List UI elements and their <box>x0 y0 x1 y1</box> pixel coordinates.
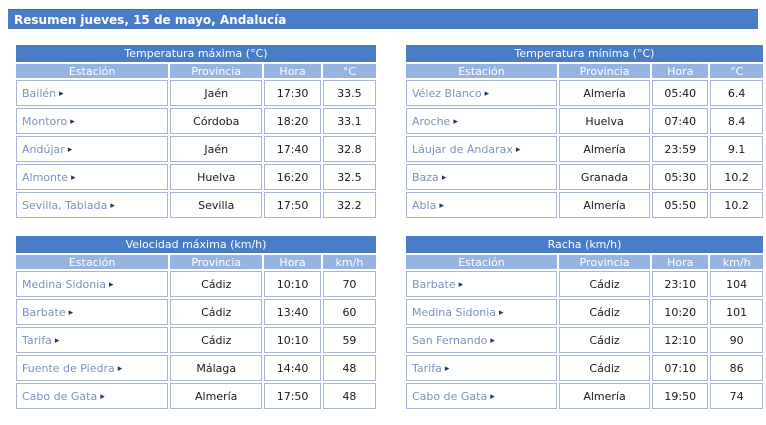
station-link[interactable]: Barbate ▸ <box>22 305 74 319</box>
station-arrow-icon: ▸ <box>453 116 458 127</box>
time-cell: 18:20 <box>264 108 321 134</box>
station-cell <box>406 136 557 162</box>
table-row <box>406 327 763 353</box>
time-cell: 16:20 <box>264 164 321 190</box>
column-header: km/h <box>323 255 376 269</box>
table-body <box>406 271 763 409</box>
column-header: Estación <box>16 255 168 269</box>
table-title: Temperatura máxima (°C) <box>16 45 376 62</box>
station-link[interactable]: Almonte ▸ <box>22 170 76 184</box>
station-link[interactable]: Baza ▸ <box>412 170 447 184</box>
station-cell <box>406 271 557 297</box>
value-cell: 32.8 <box>323 136 376 162</box>
column-header-row <box>16 255 376 269</box>
station-cell <box>406 164 557 190</box>
station-cell <box>16 383 168 409</box>
station-link[interactable]: Medina Sidonia ▸ <box>412 305 504 319</box>
value-cell: 86 <box>710 355 763 381</box>
table-row <box>16 327 376 353</box>
station-arrow-icon: ▸ <box>110 200 115 211</box>
province-cell: Córdoba <box>170 108 262 134</box>
province-cell: Almería <box>559 136 650 162</box>
column-header: Estación <box>406 255 557 269</box>
province-cell: Jaén <box>170 136 262 162</box>
station-cell <box>16 164 168 190</box>
table-row <box>16 164 376 190</box>
station-link[interactable]: Tarifa ▸ <box>412 361 450 375</box>
table-row <box>16 299 376 325</box>
table-row <box>406 108 763 134</box>
column-header: Provincia <box>170 255 262 269</box>
column-header: Hora <box>652 64 708 78</box>
value-cell: 90 <box>710 327 763 353</box>
value-cell: 60 <box>323 299 376 325</box>
station-link[interactable]: San Fernando ▸ <box>412 333 495 347</box>
table-row <box>406 271 763 297</box>
time-cell: 23:59 <box>652 136 708 162</box>
station-cell <box>16 136 168 162</box>
table-row <box>406 355 763 381</box>
table-row <box>406 80 763 106</box>
station-cell <box>16 192 168 218</box>
province-cell: Sevilla <box>170 192 262 218</box>
table-body <box>16 80 376 218</box>
value-cell: 48 <box>323 355 376 381</box>
table-title-row <box>16 236 376 253</box>
value-cell: 10.2 <box>710 164 763 190</box>
time-cell: 14:40 <box>264 355 321 381</box>
station-arrow-icon: ▸ <box>71 172 76 183</box>
station-cell <box>406 80 557 106</box>
table-row <box>406 164 763 190</box>
tables-grid <box>14 43 766 411</box>
station-arrow-icon: ▸ <box>100 391 105 402</box>
column-header: Provincia <box>170 64 262 78</box>
table-row <box>16 108 376 134</box>
value-cell: 32.2 <box>323 192 376 218</box>
column-header: Hora <box>652 255 708 269</box>
column-header: °C <box>323 64 376 78</box>
station-link[interactable]: Abla ▸ <box>412 198 444 212</box>
station-arrow-icon: ▸ <box>515 144 521 155</box>
time-cell: 05:40 <box>652 80 708 106</box>
table-temperatura-minima <box>404 43 765 220</box>
column-header: km/h <box>710 255 763 269</box>
value-cell: 101 <box>710 299 763 325</box>
station-arrow-icon: ▸ <box>59 88 64 99</box>
page-title: Resumen jueves, 15 de mayo, Andalucía <box>14 13 287 27</box>
station-link[interactable]: Bailén ▸ <box>22 86 64 100</box>
time-cell: 10:10 <box>264 271 321 297</box>
table-velocidad-maxima <box>14 234 378 411</box>
station-link[interactable]: Aroche ▸ <box>412 114 458 128</box>
value-cell: 9.1 <box>710 136 763 162</box>
time-cell: 19:50 <box>652 383 708 409</box>
table-title-row <box>406 45 763 62</box>
province-cell: Huelva <box>559 108 650 134</box>
table-body <box>406 80 763 218</box>
table-row <box>16 80 376 106</box>
station-arrow-icon: ▸ <box>439 200 444 211</box>
column-header: Estación <box>16 64 168 78</box>
column-header: Hora <box>264 64 321 78</box>
station-arrow-icon: ▸ <box>499 307 504 318</box>
station-link[interactable]: Vélez Blanco ▸ <box>412 86 490 100</box>
province-cell: Cádiz <box>559 299 650 325</box>
value-cell: 59 <box>323 327 376 353</box>
column-header: Provincia <box>559 64 650 78</box>
value-cell: 33.5 <box>323 80 376 106</box>
station-cell <box>16 271 168 297</box>
time-cell: 17:30 <box>264 80 321 106</box>
table-temperatura-maxima <box>14 43 378 220</box>
column-header: Provincia <box>559 255 650 269</box>
time-cell: 13:40 <box>264 299 321 325</box>
column-header: Estación <box>406 64 557 78</box>
station-link[interactable]: Tarifa ▸ <box>22 333 60 347</box>
time-cell: 05:30 <box>652 164 708 190</box>
province-cell: Almería <box>559 383 650 409</box>
station-cell <box>406 383 557 409</box>
province-cell: Cádiz <box>559 355 650 381</box>
column-header-row <box>16 64 376 78</box>
station-link[interactable]: Cabo de Gata ▸ <box>22 389 105 403</box>
station-cell <box>16 327 168 353</box>
province-cell: Jaén <box>170 80 262 106</box>
station-arrow-icon: ▸ <box>68 307 74 318</box>
table-row <box>406 136 763 162</box>
table-title: Temperatura mínima (°C) <box>406 45 763 62</box>
time-cell: 17:40 <box>264 136 321 162</box>
station-cell <box>16 80 168 106</box>
station-cell <box>406 355 557 381</box>
station-link[interactable]: Sevilla, Tablada ▸ <box>22 198 115 212</box>
station-cell <box>406 327 557 353</box>
province-cell: Almería <box>559 80 650 106</box>
station-arrow-icon: ▸ <box>490 335 495 346</box>
station-arrow-icon: ▸ <box>490 391 495 402</box>
station-cell <box>16 108 168 134</box>
table-row <box>406 299 763 325</box>
table-title: Racha (km/h) <box>406 236 763 253</box>
value-cell: 33.1 <box>323 108 376 134</box>
station-cell <box>16 355 168 381</box>
value-cell: 74 <box>710 383 763 409</box>
table-row <box>16 192 376 218</box>
table-row <box>16 271 376 297</box>
province-cell: Cádiz <box>170 271 262 297</box>
time-cell: 23:10 <box>652 271 708 297</box>
station-arrow-icon: ▸ <box>458 279 464 290</box>
province-cell: Cádiz <box>170 299 262 325</box>
station-link[interactable]: Montoro ▸ <box>22 114 75 128</box>
time-cell: 17:50 <box>264 192 321 218</box>
table-row <box>406 383 763 409</box>
station-link[interactable]: Cabo de Gata ▸ <box>412 389 495 403</box>
value-cell: 6.4 <box>710 80 763 106</box>
column-header-row <box>406 255 763 269</box>
table-racha <box>404 234 765 411</box>
time-cell: 07:10 <box>652 355 708 381</box>
table-row <box>406 192 763 218</box>
province-cell: Granada <box>559 164 650 190</box>
time-cell: 07:40 <box>652 108 708 134</box>
table-row <box>16 383 376 409</box>
time-cell: 05:50 <box>652 192 708 218</box>
time-cell: 10:20 <box>652 299 708 325</box>
value-cell: 48 <box>323 383 376 409</box>
station-arrow-icon: ▸ <box>70 116 75 127</box>
table-title-row <box>16 45 376 62</box>
station-arrow-icon: ▸ <box>54 335 60 346</box>
station-link[interactable]: Medina Sidonia ▸ <box>22 277 114 291</box>
value-cell: 8.4 <box>710 108 763 134</box>
province-cell: Almería <box>170 383 262 409</box>
province-cell: Cádiz <box>170 327 262 353</box>
column-header-row <box>406 64 763 78</box>
station-cell <box>406 108 557 134</box>
time-cell: 12:10 <box>652 327 708 353</box>
value-cell: 32.5 <box>323 164 376 190</box>
time-cell: 17:50 <box>264 383 321 409</box>
province-cell: Cádiz <box>559 271 650 297</box>
value-cell: 10.2 <box>710 192 763 218</box>
station-arrow-icon: ▸ <box>117 363 123 374</box>
table-title: Velocidad máxima (km/h) <box>16 236 376 253</box>
column-header: Hora <box>264 255 321 269</box>
province-cell: Huelva <box>170 164 262 190</box>
province-cell: Málaga <box>170 355 262 381</box>
station-arrow-icon: ▸ <box>441 172 447 183</box>
column-header: °C <box>710 64 763 78</box>
station-cell <box>16 299 168 325</box>
station-link[interactable]: Andújar ▸ <box>22 142 73 156</box>
station-link[interactable]: Fuente de Piedra ▸ <box>22 361 123 375</box>
value-cell: 70 <box>323 271 376 297</box>
table-row <box>16 136 376 162</box>
province-cell: Almería <box>559 192 650 218</box>
station-link[interactable]: Láujar de Andarax ▸ <box>412 142 521 156</box>
station-arrow-icon: ▸ <box>484 88 490 99</box>
station-arrow-icon: ▸ <box>67 144 73 155</box>
station-arrow-icon: ▸ <box>444 363 450 374</box>
page-header-bar <box>8 9 758 29</box>
station-link[interactable]: Barbate ▸ <box>412 277 464 291</box>
value-cell: 104 <box>710 271 763 297</box>
province-cell: Cádiz <box>559 327 650 353</box>
station-arrow-icon: ▸ <box>109 279 114 290</box>
time-cell: 10:10 <box>264 327 321 353</box>
station-cell <box>406 192 557 218</box>
table-body <box>16 271 376 409</box>
table-title-row <box>406 236 763 253</box>
station-cell <box>406 299 557 325</box>
table-row <box>16 355 376 381</box>
